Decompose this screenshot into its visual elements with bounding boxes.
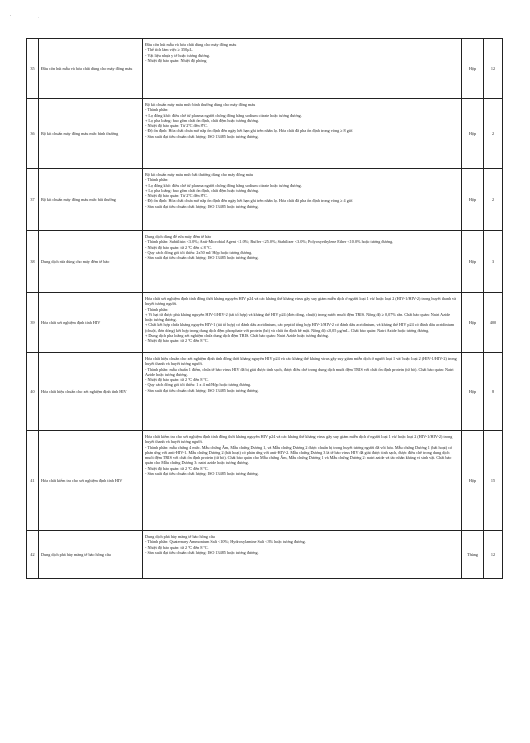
spec-line: - Nhiệt độ bảo quản: từ 2 ºC đến 8 ºC. — [145, 544, 209, 550]
item-specification — [143, 39, 462, 99]
item-name: Dung dịch phá hủy màng tế bào hồng cầu — [39, 531, 143, 579]
row-number: 41 — [27, 431, 39, 531]
table-row — [27, 231, 503, 293]
row-number: 39 — [27, 293, 39, 353]
spec-line: - Nhiệt độ bảo quản: Từ 2ºC đến 8ºC. — [145, 123, 208, 129]
spec-line: - Nhiệt độ bảo quản: Nhiệt độ phòng — [145, 57, 207, 63]
row-number: 38 — [27, 231, 39, 293]
row-number: 35 — [27, 39, 39, 99]
item-name: Dung dịch rửa dùng cho máy đếm tế bào — [39, 231, 143, 293]
item-name: Hóa chất kiểm tra cho xét nghiệm định tính HIV — [39, 431, 143, 531]
item-name: Bộ kit chuẩn máy đông máu mức bình thường — [39, 99, 143, 169]
spec-line: Bộ kit chuẩn máy máu mức bất thường dùng cho máy đông máu — [145, 172, 253, 177]
spec-line: + Dung dịch pha loãng xét nghiệm chứa dung dịch đệm TRIS. Chất bảo quản: Natri Azide hoặc tương đương. — [145, 333, 329, 339]
scan-mark-mid: . — [38, 14, 39, 19]
item-quantity: 8 — [484, 353, 503, 431]
table-row — [27, 99, 503, 169]
spec-line: - Quy cách đóng gói tối thiểu: 2x50 ml/ Hộp hoặc tương đương. — [145, 249, 253, 255]
table-row — [27, 353, 503, 431]
spec-line: - Thành phần: — [145, 107, 169, 113]
spec-line: - Sản xuất đạt tiêu chuẩn chất lượng: ISO 13485 hoặc tương đương. — [145, 549, 259, 555]
spec-line: - Quy cách đóng gói tối thiểu: 1 x 4 ml/Hộp hoặc tương đương. — [145, 382, 252, 388]
spec-line: Đầu côn hút mẫu và hóa chất dùng cho máy đông máu — [145, 42, 237, 47]
spec-line: - Nhiệt độ bảo quản: từ 2 ºC đến 8 ºC. — [145, 465, 209, 471]
scan-mark-left: ' — [10, 14, 11, 19]
spec-line: + Lọ pha loãng: bao gồm chất ổn định, chất đệm hoặc tương đương. — [145, 187, 260, 193]
item-unit: Hộp — [462, 231, 484, 293]
spec-line: + Lọ đông khô: điều chế từ plasma người chống đông bằng sodium citrate hoặc tương đương. — [145, 182, 302, 188]
spec-line: - Sản xuất đạt tiêu chuẩn chất lượng: ISO 13485 hoặc tương đương. — [145, 387, 259, 393]
item-specification — [143, 231, 462, 293]
spec-line: - Sản xuất đạt tiêu chuẩn chất lượng: ISO 13485 hoặc tương đương. — [145, 471, 259, 477]
item-name: Bộ kit chuẩn máy đông máu mức bất thường — [39, 169, 143, 231]
item-unit: Hộp — [462, 99, 484, 169]
spec-line: - Thành phần: — [145, 177, 169, 183]
item-quantity: 15 — [484, 431, 503, 531]
spec-line: - Nhiệt độ bảo quản: Từ 2ºC đến 8ºC. — [145, 193, 208, 199]
row-number: 36 — [27, 99, 39, 169]
spec-line: - Thành phần: mẫu chuẩn 1 điểm, chứa tế bào virus HIV đã bị giải được tinh sạch, được điều chế trong dung dịch muối đệm TRIS với chất ổn định protein (từ bò). Chất bảo quản: Natri Azide hoặc tương đương. — [145, 366, 454, 377]
item-name: Hóa chất xét nghiệm định tính HIV — [39, 293, 143, 353]
spec-line: Hóa chất kiểm tra cho xét nghiệm định tính đồng thời kháng nguyên HIV p24 và các kháng thể kháng virus gây suy giảm miễn dịch ở người loại 1 và/ hoặc loại 2 (HIV-1/HIV-2) trong huyết thanh và huyết tương người. — [145, 434, 453, 445]
item-unit: Hộp — [462, 39, 484, 99]
spec-line: - Thành phần: mẫu chứng 4 mức. Mẫu chứng Âm, Mẫu chứng Dương 1, và Mẫu chứng Dương 2 được chuẩn bị trong huyết tương người đã vôi hóa. Mẫu chứng Dương 1 (bất hoạt) có phản ứng với anti-HIV-1. Mẫu chứng Dương 2 (bất hoạt) có phản ứng với anti-HIV-2. Mẫu chứng Dương 3 là tế bào virus HIV đã giải được tinh sạch, được điều chế trong dung dịch muối đệm TRIS với chất ổn định protein (từ bò). Chất bảo quản cho Mẫu chứng Âm, Mẫu chứng Dương 1 và Mẫu chứng Dương 2: natri azide và tác nhân kháng vi sinh vật. Chất bảo quản cho Mẫu chứng Dương 3: natri azide hoặc tương đương. — [145, 444, 453, 466]
table-row — [27, 531, 503, 579]
item-quantity: 2 — [484, 99, 503, 169]
spec-line: + Chất kết hợp chứa kháng nguyên HIV-1 (tái tổ hợp) có đánh dấu acridinium, các peptid tổng hợp HIV-1/HIV-2 có đánh dấu acridinium, và kháng thể HIV p24 có đánh dấu acridinium (chuột, đơn dòng) kết hợp trong dung dịch đệm phosphate với protein (bò) và chất ổn định bề mặt. Nồng độ ≤0,05 μg/mL. Chất bảo quản: Natri Azide hoặc tương đương. — [145, 322, 455, 333]
spec-line: Hóa chất xét nghiệm định tính đồng thời kháng nguyên HIV p24 và các kháng thể kháng virus gây suy giảm miễn dịch ở người loại 1 và/ hoặc loại 2 (HIV-1/HIV-2) trong huyết thanh và huyết tương người. — [145, 296, 457, 307]
spec-line: - Thành phần: Quaternary Ammonium Salt <10%; Hydroxylamine Salt <3% hoặc tương đương. — [145, 539, 306, 545]
spec-line: + Lọ đông khô: điều chế từ plasma người chống đông bằng sodium citrate hoặc tương đương. — [145, 112, 302, 118]
item-name: Hóa chất hiệu chuẩn cho xét nghiệm định tính HIV — [39, 353, 143, 431]
spec-line: - Độ ổn định: Hóa chất chưa mở nắp ổn định đến ngày hết hạn ghi trên nhãn lọ. Hóa chất đã pha ổn định trong vòng ≥ 8 giờ. — [145, 128, 354, 134]
row-number: 40 — [27, 353, 39, 431]
item-unit: Hộp — [462, 353, 484, 431]
spec-line: - Nhiệt độ bảo quản: từ 2 ºC đến 8 ºC. — [145, 338, 209, 344]
item-quantity: 2 — [484, 169, 503, 231]
item-quantity: 3 — [484, 231, 503, 293]
item-specification — [143, 431, 462, 531]
item-specification — [143, 99, 462, 169]
spec-line: Dung dịch phá hủy màng tế bào hồng cầu — [145, 534, 215, 539]
item-specification — [143, 531, 462, 579]
item-unit: Hộp — [462, 431, 484, 531]
spec-line: - Thành phần: — [145, 306, 169, 312]
table-row — [27, 39, 503, 99]
item-unit: Hộp — [462, 293, 484, 353]
item-unit: Thùng — [462, 531, 484, 579]
spec-line: Dung dịch dùng để rửa máy đếm tế bào — [145, 234, 212, 239]
item-quantity: 400 — [484, 293, 503, 353]
item-quantity: 12 — [484, 531, 503, 579]
spec-line: - Nhiệt độ bảo quản: từ 2 ºC đến ≤ 8 ºC. — [145, 244, 212, 250]
spec-line: - Độ ổn định: Hóa chất chưa mở nắp ổn định đến ngày hết hạn ghi trên nhãn lọ. Hóa chất đã pha ổn định trong vòng ≥ 4 giờ. — [145, 198, 354, 204]
specification-table — [26, 38, 503, 579]
item-quantity: 12 — [484, 39, 503, 99]
row-number: 42 — [27, 531, 39, 579]
spec-line: - Vật liệu nhựa y tế hoặc tương đương. — [145, 52, 211, 58]
spec-line: - Sản xuất đạt tiêu chuẩn chất lượng: ISO 13485 hoặc tương đương. — [145, 133, 259, 139]
item-specification — [143, 169, 462, 231]
table-row — [27, 431, 503, 531]
spec-line: + Vi hạt từ được phủ kháng nguyên HIV-1/HIV-2 (tái tổ hợp) và kháng thể HIV p24 (đơn dòng, chuột) trong nước muối đệm TRIS. Nồng độ ≥ 0,07% rắn. Chất bảo quản: Natri Azide hoặc tương đương. — [145, 311, 451, 323]
item-specification — [143, 293, 462, 353]
spec-line: - Sản xuất đạt tiêu chuẩn chất lượng: ISO 13485 hoặc tương đương. — [145, 255, 259, 261]
row-number: 37 — [27, 169, 39, 231]
item-specification — [143, 353, 462, 431]
spec-line: - Nhiệt độ bảo quản: từ 2 ºC đến 8 ºC. — [145, 377, 209, 383]
spec-line: + Lọ pha loãng: bao gồm chất ổn định, chất đệm hoặc tương đương. — [145, 117, 260, 123]
table-row — [27, 169, 503, 231]
spec-line: - Thể tích làm việc ≥ 350μL. — [145, 47, 194, 53]
spec-line: Bộ kit chuẩn máy máu mức bình thường dùng cho máy đông máu — [145, 102, 256, 107]
spec-line: - Thành phần: Subtilisin <3.0%; Anti-Microbial Agent <1.0%; Buffer <25.0%; Stabilizer <3.0%; Polyoxyethylene Ether <10.0% hoặc tương đương. — [145, 239, 394, 245]
table-row — [27, 293, 503, 353]
item-unit: Hộp — [462, 169, 484, 231]
spec-line: Hóa chất hiệu chuẩn cho xét nghiệm định tính đồng thời kháng nguyên HIV p24 và các kháng thể kháng virus gây suy giảm miễn dịch ở người loại 1 và/ hoặc loại 2 (HIV-1/HIV-2) trong huyết thanh và huyết tương người. — [145, 356, 457, 367]
spec-line: - Sản xuất đạt tiêu chuẩn chất lượng: ISO 13485 hoặc tương đương. — [145, 203, 259, 209]
item-name: Đầu côn hút mẫu và hóa chất dùng cho máy đông máu — [39, 39, 143, 99]
